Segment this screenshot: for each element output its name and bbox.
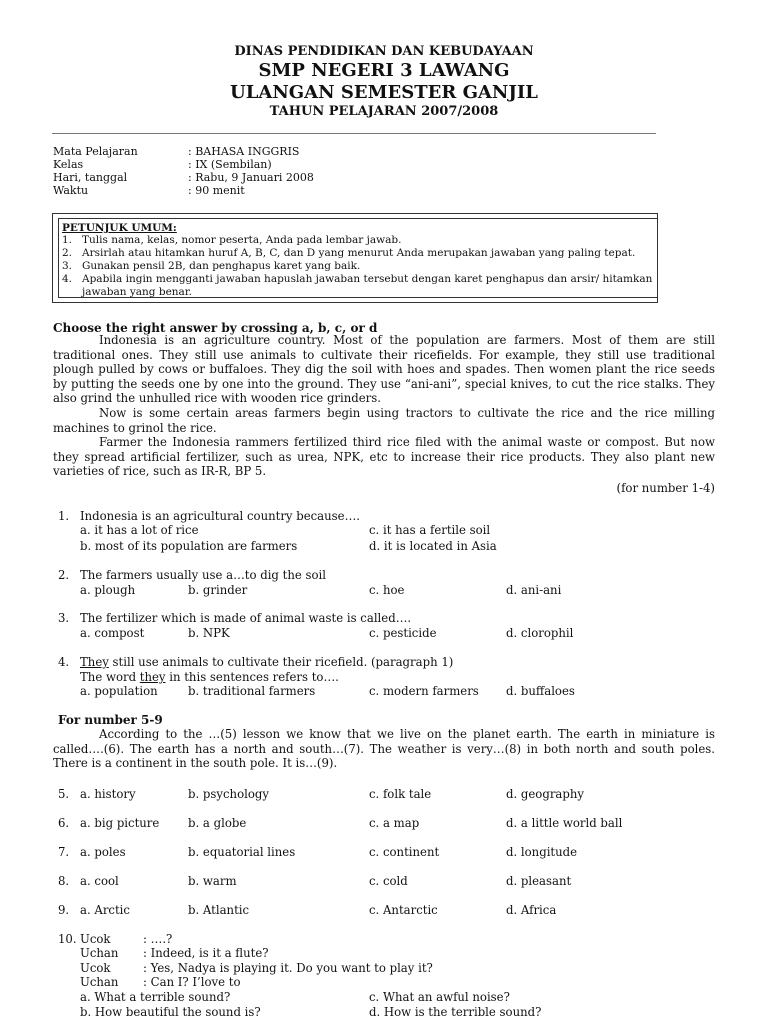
instruction-text: Apabila ingin mengganti jawaban hapuslah jawaban tersebut dengan karet penghapus dan arsir/ hitamkan <box>82 273 653 285</box>
option-b[interactable]: b. grinder <box>188 583 248 597</box>
info-value: : 90 menit <box>188 184 245 197</box>
option-b[interactable]: b. NPK <box>188 626 230 640</box>
option-d[interactable]: d. geography <box>506 787 584 801</box>
dialog-speaker: Uchan <box>80 946 119 960</box>
question-stem: Indonesia is an agricultural country because…. <box>80 509 360 523</box>
passage-paragraph-2: Now is some certain areas farmers begin using tractors to cultivate the rice and the rice milling machines to grinol the rice. <box>53 406 715 435</box>
option-c[interactable]: c. it has a fertile soil <box>369 523 491 537</box>
instruction-number: 2. <box>62 247 73 259</box>
dialog-line: : ….? <box>143 932 173 946</box>
option-d[interactable]: d. it is located in Asia <box>369 539 497 553</box>
info-label: Kelas <box>53 158 84 171</box>
option-a[interactable]: a. it has a lot of rice <box>80 523 199 537</box>
option-d[interactable]: d. buffaloes <box>506 684 575 698</box>
option-d[interactable]: d. clorophil <box>506 626 574 640</box>
passage-note: (for number 1-4) <box>616 481 715 495</box>
option-a[interactable]: a. compost <box>80 626 145 640</box>
option-b[interactable]: b. Atlantic <box>188 903 250 917</box>
passage-paragraph-3: Farmer the Indonesia rammers fertilized third rice filed with the animal waste or compost. But now they spread artificial fertilizer, such as urea, NPK, etc to increase their rice products. They also plant new varieties of rice, such as IR-R, BP 5. <box>53 435 715 479</box>
option-b[interactable]: b. equatorial lines <box>188 845 296 859</box>
school-name: SMP NEGERI 3 LAWANG <box>258 60 510 81</box>
option-a[interactable]: a. poles <box>80 845 126 859</box>
question-number: 10. <box>58 932 77 946</box>
option-c[interactable]: c. What an awful noise? <box>369 990 510 1004</box>
option-c[interactable]: c. Antarctic <box>369 903 438 917</box>
question-number: 6. <box>58 816 70 830</box>
stem-text: in this sentences refers to…. <box>165 670 339 684</box>
question-number: 2. <box>58 568 70 582</box>
question-stem: The farmers usually use a…to dig the soil <box>80 568 326 582</box>
option-b[interactable]: b. most of its population are farmers <box>80 539 298 553</box>
option-a[interactable]: a. Arctic <box>80 903 130 917</box>
info-label: Waktu <box>53 184 89 197</box>
instructions-title: PETUNJUK UMUM: <box>62 222 177 234</box>
question-stem <box>80 655 453 669</box>
option-c[interactable]: c. continent <box>369 845 440 859</box>
option-a[interactable]: a. cool <box>80 874 119 888</box>
option-b[interactable]: b. psychology <box>188 787 269 801</box>
option-d[interactable]: d. a little world ball <box>506 816 623 830</box>
info-label: Hari, tanggal <box>53 171 128 184</box>
question-number: 4. <box>58 655 70 669</box>
option-a[interactable]: a. plough <box>80 583 136 597</box>
passage-paragraph-1: Indonesia is an agriculture country. Most of the population are farmers. Most of them are still traditional ones. They still use animals to cultivate their ricefields. For example, they still use traditional plough pulled by cows or buffaloes. They dig the soil with hoes and spades. Then women plant the rice seeds by putting the seeds one by one into the ground. They use “ani-ani”, special knives, to cut the rice stalks. They also grind the unhulled rice with wooden rice grinders. <box>53 333 715 406</box>
option-d[interactable]: d. ani-ani <box>506 583 562 597</box>
section-title: For number 5-9 <box>58 713 163 727</box>
option-d[interactable]: d. Africa <box>506 903 557 917</box>
header-divider <box>52 133 656 134</box>
exam-title: ULANGAN SEMESTER GANJIL <box>230 82 538 103</box>
section-passage: According to the …(5) lesson we know that we live on the planet earth. The earth in miniature is called….(6). The earth has a north and south…(7). The weather is very…(8) in both north and south poles. There is a continent in the south pole. It is…(9). <box>53 727 715 771</box>
underlined-word: They <box>80 655 109 669</box>
option-b[interactable]: b. a globe <box>188 816 247 830</box>
header-line-1: DINAS PENDIDIKAN DAN KEBUDAYAAN <box>234 44 534 59</box>
question-number: 9. <box>58 903 70 917</box>
option-a[interactable]: a. population <box>80 684 158 698</box>
dialog-line: : Can I? I’love to <box>143 975 241 989</box>
question-number: 1. <box>58 509 70 523</box>
instruction-text: Tulis nama, kelas, nomor peserta, Anda pada lembar jawab. <box>82 234 402 246</box>
info-label: Mata Pelajaran <box>53 145 138 158</box>
question-number: 3. <box>58 611 70 625</box>
question-number: 7. <box>58 845 70 859</box>
option-c[interactable]: c. modern farmers <box>369 684 479 698</box>
instruction-text: Arsirlah atau hitamkan huruf A, B, C, dan D yang menurut Anda merupakan jawaban yang paling tepat. <box>82 247 636 259</box>
instruction-text: Gunakan pensil 2B, dan penghapus karet yang baik. <box>82 260 361 272</box>
underlined-word: they <box>139 670 166 684</box>
option-b[interactable]: b. warm <box>188 874 237 888</box>
instruction-text: jawaban yang benar. <box>82 286 193 298</box>
info-value: : IX (Sembilan) <box>188 158 272 171</box>
option-a[interactable]: a. history <box>80 787 136 801</box>
option-b[interactable]: b. How beautiful the sound is? <box>80 1005 261 1019</box>
option-c[interactable]: c. pesticide <box>369 626 437 640</box>
option-d[interactable]: d. How is the terrible sound? <box>369 1005 542 1019</box>
dialog-line: : Yes, Nadya is playing it. Do you want to play it? <box>143 961 433 975</box>
question-number: 5. <box>58 787 70 801</box>
dialog-speaker: Uchan <box>80 975 119 989</box>
instruction-number: 4. <box>62 273 73 285</box>
stem-text: still use animals to cultivate their ricefield. (paragraph 1) <box>108 655 454 669</box>
option-c[interactable]: c. hoe <box>369 583 405 597</box>
option-c[interactable]: c. folk tale <box>369 787 432 801</box>
info-value: : Rabu, 9 Januari 2008 <box>188 171 314 184</box>
option-c[interactable]: c. a map <box>369 816 420 830</box>
option-d[interactable]: d. longitude <box>506 845 578 859</box>
option-a[interactable]: a. What a terrible sound? <box>80 990 231 1004</box>
info-value: : BAHASA INGGRIS <box>188 145 300 158</box>
option-d[interactable]: d. pleasant <box>506 874 572 888</box>
option-b[interactable]: b. traditional farmers <box>188 684 316 698</box>
dialog-speaker: Ucok <box>80 932 111 946</box>
option-c[interactable]: c. cold <box>369 874 408 888</box>
dialog-line: : Indeed, is it a flute? <box>143 946 269 960</box>
question-number: 8. <box>58 874 70 888</box>
stem-text: The word <box>80 670 140 684</box>
dialog-speaker: Ucok <box>80 961 111 975</box>
instruction-number: 3. <box>62 260 73 272</box>
school-year: TAHUN PELAJARAN 2007/2008 <box>269 104 499 119</box>
question-stem-line-2 <box>80 670 339 684</box>
question-stem: The fertilizer which is made of animal waste is called…. <box>80 611 412 625</box>
main-instruction: Choose the right answer by crossing a, b, c, or d <box>53 321 378 335</box>
option-a[interactable]: a. big picture <box>80 816 160 830</box>
instruction-number: 1. <box>62 234 73 246</box>
